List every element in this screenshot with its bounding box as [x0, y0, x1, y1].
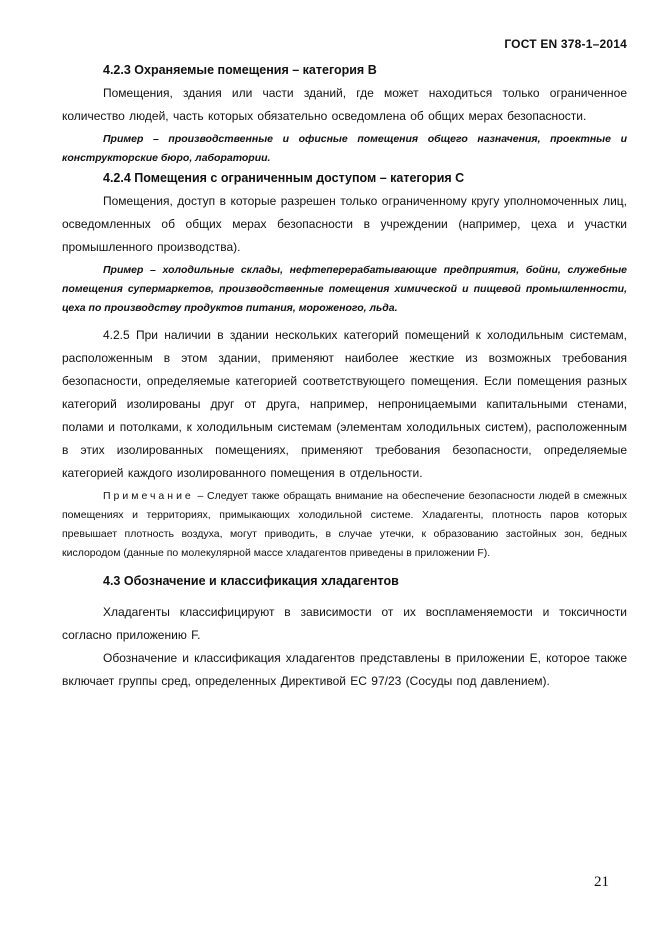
paragraph-4-2-3: Помещения, здания или части зданий, где может находиться только ограниченное количество людей, часть которых обязательно осведомлена об общих мерах безопасности. — [62, 86, 627, 123]
note-label: Примечание — [103, 490, 194, 502]
note-4-2-5 — [62, 487, 627, 563]
heading-4-3: 4.3 Обозначение и классификация хладагентов — [103, 574, 399, 588]
standard-designation: ГОСТ EN 378-1–2014 — [504, 37, 627, 51]
page-content — [62, 62, 627, 693]
paragraph-4-3-b: Обозначение и классификация хладагентов представлены в приложении Е, которое также включает группы сред, определенных Директивой ЕС 97/23 (Сосуды под давлением). — [62, 651, 627, 688]
paragraph-4-3-a: Хладагенты классифицируют в зависимости от их воспламеняемости и токсичности согласно приложению F. — [62, 605, 627, 642]
heading-4-2-4: 4.2.4 Помещения с ограниченным доступом – категория С — [103, 171, 465, 185]
paragraph-4-2-5: 4.2.5 При наличии в здании нескольких категорий помещений к холодильным системам, расположенным в этом здании, применяют наиболее жесткие из возможных требования безопасности, определяемые категорией соответствующего помещения. Если помещения разных категорий изолированы друг от друга, например, непроницаемыми капитальными стенами, полами и потолками, к холодильным системам (элементам холодильных систем), расположенным в этих изолированных помещениях, применяют требования безопасности, определяемые категорией каждого изолированного помещения в отдельности. — [62, 328, 627, 480]
heading-4-2-3: 4.2.3 Охраняемые помещения – категория В — [103, 63, 377, 77]
paragraph-4-2-4: Помещения, доступ в которые разрешен только ограниченному кругу уполномоченных лиц, осведомленных об общих мерах безопасности в учреждении (например, цеха и участки промышленного производства). — [62, 194, 627, 254]
note-text: – Следует также обращать внимание на обеспечение безопасности людей в смежных помещениях и территориях, примыкающих холодильной системе. Хладагенты, плотность паров которых превышает плотность воздуха, могут приводить, в случае утечки, к образованию застойных зон, бедных кислородом (данные по молекулярной массе хладагентов приведены в приложении F). — [62, 490, 627, 559]
page-number: 21 — [594, 874, 609, 890]
example-4-2-4: Пример – холодильные склады, нефтеперерабатывающие предприятия, бойни, служебные помещения супермаркетов, производственные помещения химической и пищевой промышленности, цеха по производству продуктов питания, мороженого, льда. — [62, 264, 627, 314]
example-4-2-3: Пример – производственные и офисные помещения общего назначения, проектные и конструкторские бюро, лаборатории. — [62, 133, 627, 164]
